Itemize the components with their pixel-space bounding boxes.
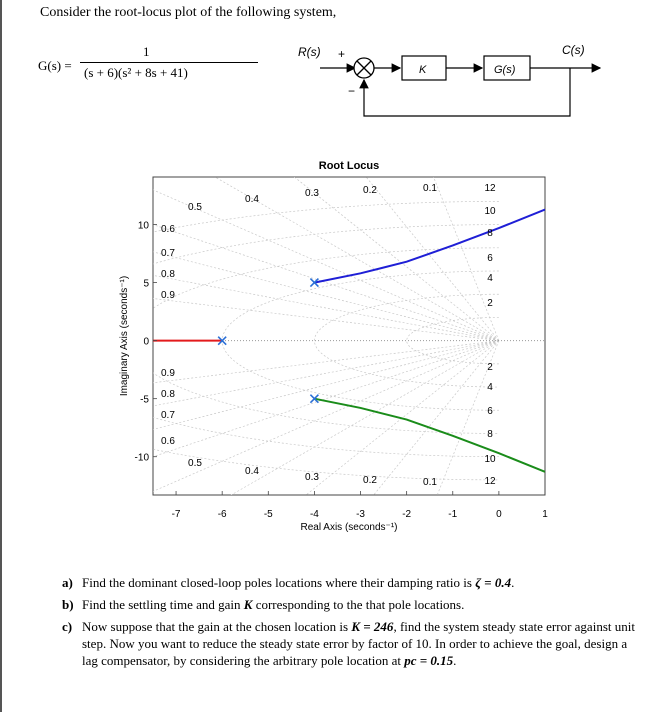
x-tick-label: -2: [402, 509, 412, 520]
y-axis-label: Imaginary Axis (seconds⁻¹): [119, 275, 130, 397]
y-tick-label: 10: [137, 220, 149, 232]
x-axis-label: Real Axis (seconds⁻¹): [300, 522, 398, 533]
y-tick-label: 0: [143, 336, 149, 348]
damping-label-left: 0.9: [161, 368, 175, 379]
damping-label-left: 0.8: [161, 269, 175, 280]
question-label: b): [62, 597, 74, 612]
damping-label-bottom: 0.1: [423, 477, 437, 488]
question-list: [62, 574, 642, 674]
frequency-label: 8: [487, 228, 493, 239]
damping-label-top: 0.4: [245, 194, 259, 205]
damping-label-bottom: 0.3: [305, 472, 319, 483]
damping-label-left: 0.7: [161, 248, 175, 259]
problem-intro: Consider the root-locus plot of the following system,: [40, 5, 337, 20]
x-tick-label: -4: [309, 509, 319, 520]
question-c: c) Now suppose that the gain at the chosen location is K = 246, find the system steady state error against unit step. Now you want to reduce the steady state error by factor of 10. In order to achieve the goal, design a lag compensator, by considering the arbitrary pole location at pc = 0.15.: [62, 619, 635, 668]
question-a: a) Find the dominant closed-loop poles locations where their damping ratio is ζ = 0.4.: [62, 575, 515, 590]
frequency-label: 4: [487, 382, 493, 393]
x-tick-label: 1: [542, 509, 548, 520]
question-label: a): [62, 575, 73, 590]
summing-minus: −: [348, 84, 356, 98]
tf-numerator: 1: [143, 44, 150, 59]
gain-label: K: [419, 64, 427, 76]
damping-label-top: 0.3: [305, 188, 319, 199]
frequency-label: 12: [484, 476, 496, 487]
damping-label-left: 0.6: [161, 224, 175, 235]
x-tick-label: -1: [448, 509, 458, 520]
damping-label-top: 0.2: [363, 185, 377, 196]
input-label: R(s): [298, 45, 321, 59]
frequency-label: 6: [487, 253, 493, 264]
question-b: b) Find the settling time and gain K corresponding to the that pole locations.: [62, 597, 465, 612]
frequency-label: 6: [487, 406, 493, 417]
damping-label-bottom: 0.5: [188, 458, 202, 469]
x-tick-label: -7: [171, 509, 181, 520]
frequency-label: 8: [487, 429, 493, 440]
output-label: C(s): [562, 43, 585, 57]
frequency-label: 10: [484, 454, 496, 465]
x-tick-label: -5: [263, 509, 273, 520]
x-tick-label: -6: [217, 509, 227, 520]
chart-title: Root Locus: [318, 160, 380, 172]
damping-label-bottom: 0.4: [245, 466, 259, 477]
summing-plus: +: [338, 47, 346, 61]
frequency-label: 12: [484, 183, 496, 194]
frequency-label: 4: [487, 273, 493, 284]
y-tick-label: -5: [140, 394, 149, 406]
tf-lhs: G(s) =: [38, 58, 72, 73]
damping-label-left: 0.6: [161, 436, 175, 447]
damping-label-left: 0.8: [161, 389, 175, 400]
frequency-label: 10: [484, 206, 496, 217]
x-tick-label: -3: [356, 509, 365, 520]
damping-label-bottom: 0.2: [363, 475, 377, 486]
damping-label-top: 0.1: [423, 183, 437, 194]
question-label: c): [62, 619, 73, 634]
frequency-label: 2: [487, 298, 493, 309]
damping-label-left: 0.9: [161, 290, 175, 301]
plant-label: G(s): [494, 64, 516, 76]
y-tick-label: -10: [134, 452, 149, 464]
frequency-label: 2: [487, 362, 493, 373]
damping-label-top: 0.5: [188, 202, 202, 213]
x-tick-label: 0: [496, 509, 502, 520]
y-tick-label: 5: [143, 278, 149, 290]
damping-label-left: 0.7: [161, 410, 175, 421]
tf-denominator: (s + 6)(s² + 8s + 41): [84, 65, 188, 80]
